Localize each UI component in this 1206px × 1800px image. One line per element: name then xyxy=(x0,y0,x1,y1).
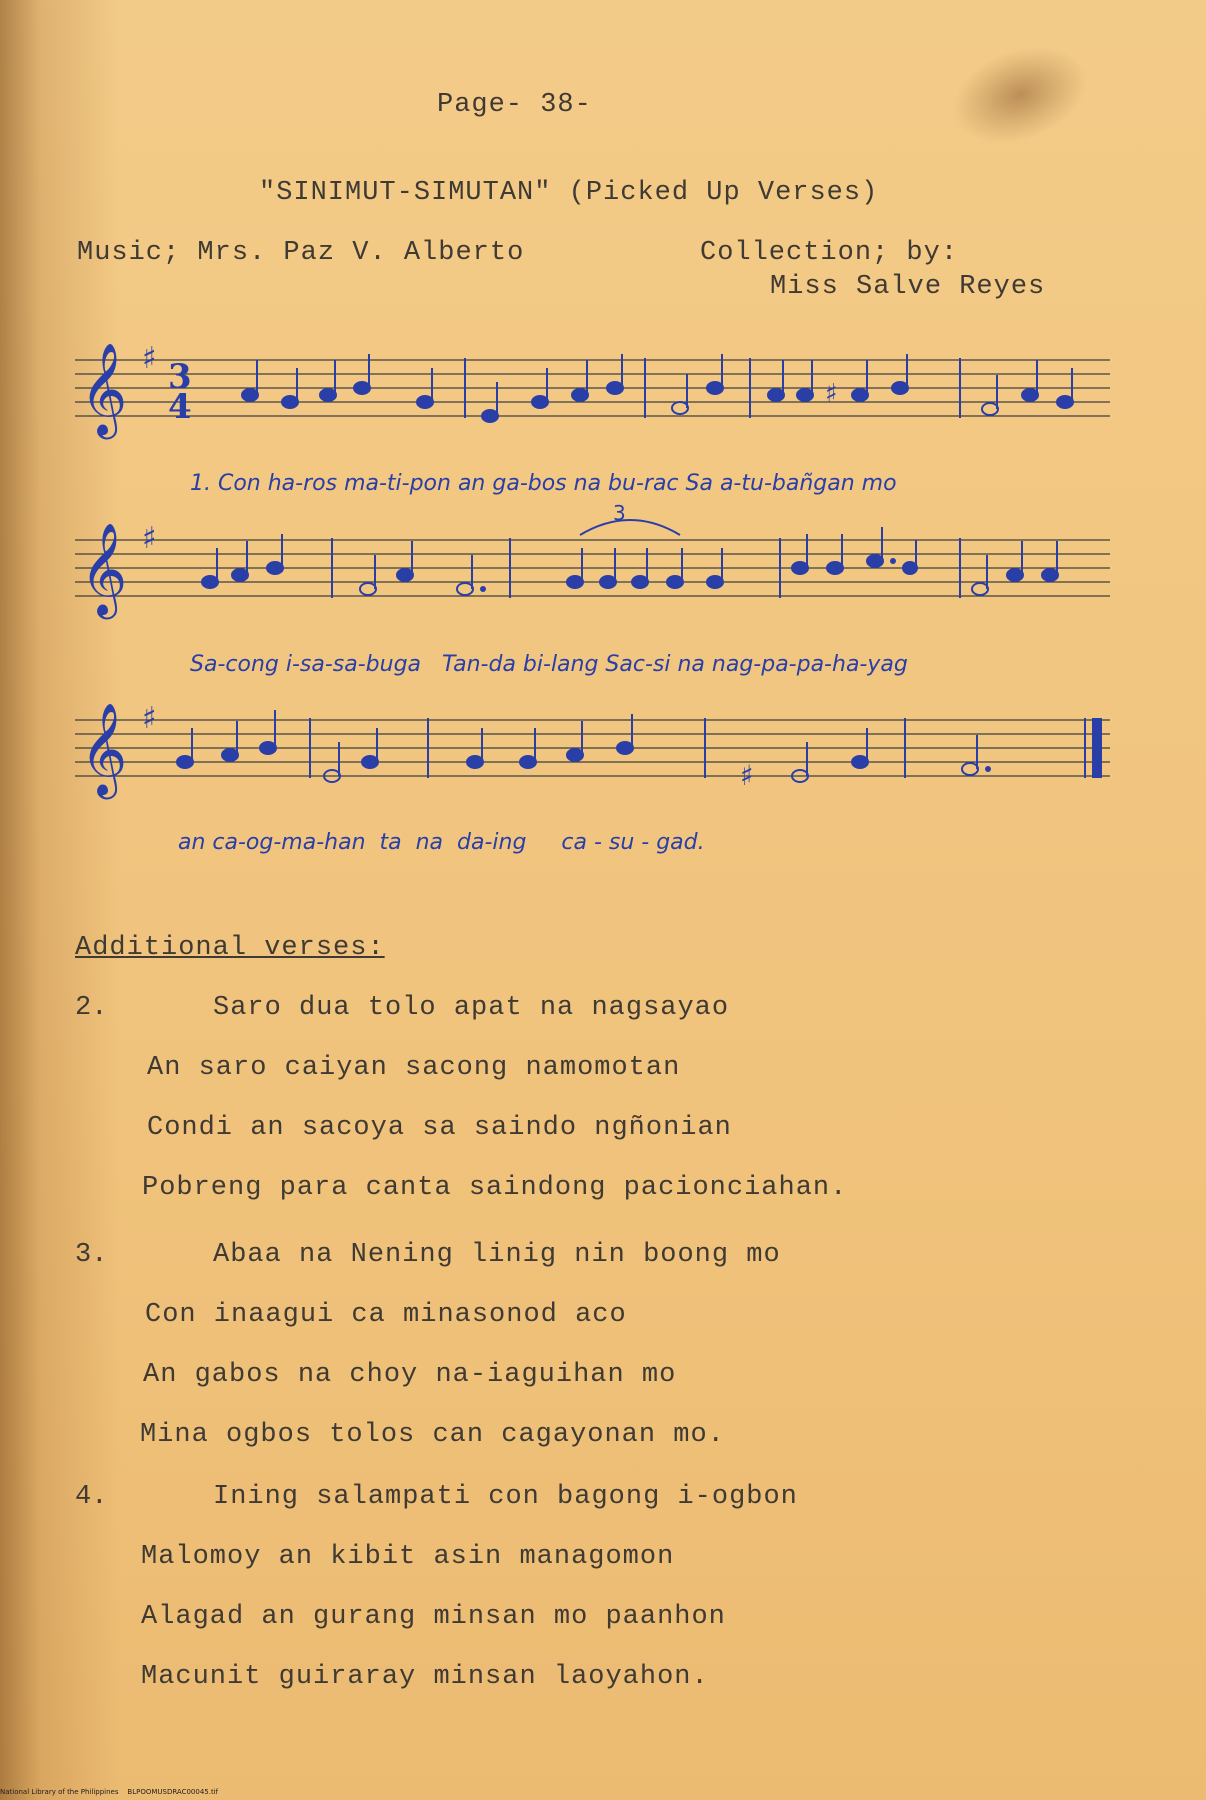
music-staff-3 xyxy=(70,680,1115,850)
verse-line: An saro caiyan sacong namomotan xyxy=(147,1053,681,1083)
staff-3-svg xyxy=(70,680,1115,830)
verse-line: Macunit guiraray minsan laoyahon. xyxy=(141,1662,709,1692)
lyric-line-2: Sa-cong i-sa-sa-buga Tan-da bi-lang Sac-si na nag-pa-pa-ha-yag xyxy=(190,652,908,677)
verse-line: Mina ogbos tolos can cagayonan mo. xyxy=(140,1420,725,1450)
sharp-icon: ♯ xyxy=(142,521,157,556)
lyric-line-3: an ca-og-ma-han ta na da-ing ca - su - gad. xyxy=(178,830,705,855)
treble-clef-icon: 𝄞 xyxy=(80,702,128,795)
verse-number: 4. xyxy=(75,1482,108,1512)
archive-footer: National Library of the Philippines BLPOOMUSDRAC00045.tif xyxy=(0,1788,219,1796)
verse-line: An gabos na choy na-iaguihan mo xyxy=(143,1360,677,1390)
collector-name: Miss Salve Reyes xyxy=(770,272,1046,302)
staff-2-svg xyxy=(70,495,1115,645)
additional-verses-header: Additional verses: xyxy=(75,933,385,963)
collection-label: Collection; by: xyxy=(700,238,959,268)
verse-line: Con inaagui ca minasonod aco xyxy=(145,1300,627,1330)
staff-1-svg xyxy=(70,320,1115,470)
music-staff-2 xyxy=(70,495,1115,665)
sharp-icon: ♯ xyxy=(142,341,157,376)
time-sig-top: 3 xyxy=(168,357,192,397)
verse-line: Pobreng para canta saindong pacionciahan. xyxy=(142,1173,848,1203)
sharp-icon: ♯ xyxy=(142,701,157,736)
svg-text:♯: ♯ xyxy=(740,759,754,792)
verse-line: Abaa na Nening linig nin boong mo xyxy=(213,1240,781,1270)
triplet-mark: 3 xyxy=(613,501,626,525)
time-sig-bottom: 4 xyxy=(168,387,192,427)
verse-line: Ining salampati con bagong i-ogbon xyxy=(213,1482,798,1512)
treble-clef-icon: 𝄞 xyxy=(80,342,128,435)
verse-number: 2. xyxy=(75,993,108,1023)
music-credit: Music; Mrs. Paz V. Alberto xyxy=(77,238,525,268)
page-number: Page- 38- xyxy=(437,90,592,120)
verse-line: Alagad an gurang minsan mo paanhon xyxy=(141,1602,726,1632)
verse-number: 3. xyxy=(75,1240,108,1270)
svg-text:♯: ♯ xyxy=(825,379,838,409)
verse-line: Saro dua tolo apat na nagsayao xyxy=(213,993,730,1023)
music-staff-1 xyxy=(70,320,1115,490)
verse-line: Condi an sacoya sa saindo ngñonian xyxy=(147,1113,732,1143)
lyric-line-1: 1. Con ha-ros ma-ti-pon an ga-bos na bu-rac Sa a-tu-bañgan mo xyxy=(190,471,897,496)
treble-clef-icon: 𝄞 xyxy=(80,522,128,615)
song-title: "SINIMUT-SIMUTAN" (Picked Up Verses) xyxy=(259,178,879,208)
stain-mark xyxy=(939,29,1101,161)
verse-line: Malomoy an kibit asin managomon xyxy=(141,1542,675,1572)
